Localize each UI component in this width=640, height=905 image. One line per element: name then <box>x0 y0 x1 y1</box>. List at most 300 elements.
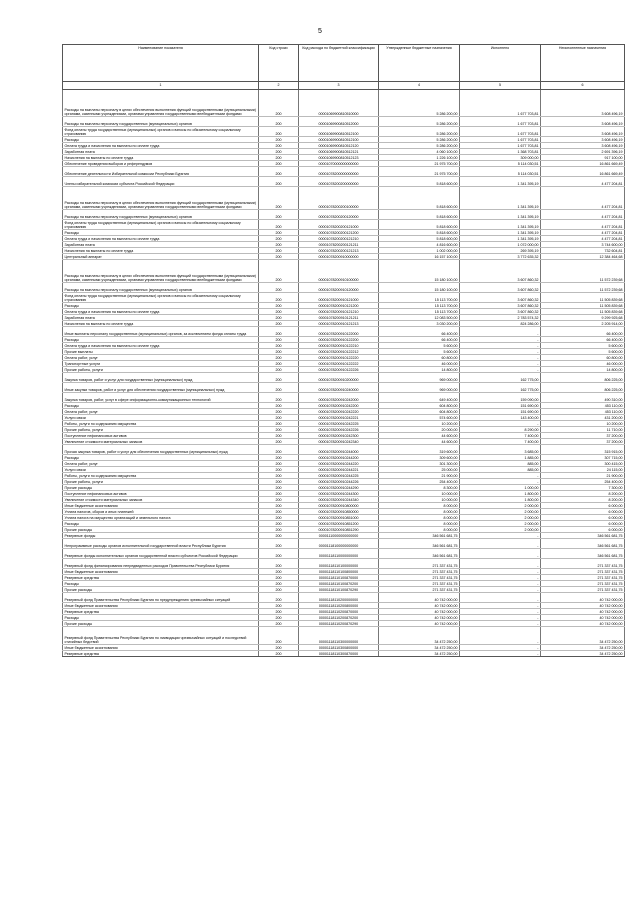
row-executed-cell: - <box>460 349 541 355</box>
row-budget-code-cell: 00001078200910122220 <box>299 355 379 361</box>
row-budget-code-cell: 00001078200910851200 <box>299 521 379 527</box>
row-remaining-cell: 490 310,00 <box>541 393 625 403</box>
row-approved-cell: 254 400,00 <box>379 479 460 485</box>
row-executed-cell: 5 114 030,51 <box>460 161 541 167</box>
row-name-cell: Резервные средства <box>63 651 259 657</box>
row-budget-code-cell: 00001118110200800000 <box>299 603 379 609</box>
row-remaining-cell: 14 800,00 <box>541 367 625 373</box>
row-approved-cell: 21 975 700,00 <box>379 161 460 167</box>
row-approved-cell: 21 975 700,00 <box>379 167 460 177</box>
row-remaining-cell: 271 337 431,75 <box>541 575 625 581</box>
row-budget-code-cell: 00001118110300870000 <box>299 651 379 657</box>
row-approved-cell: 5 818 600,00 <box>379 177 460 187</box>
row-executed-cell: - <box>460 575 541 581</box>
row-line-code-cell: 200 <box>259 283 299 293</box>
row-approved-cell: 46 000,00 <box>379 361 460 367</box>
row-budget-code-cell: 00001078200910240000 <box>299 383 379 393</box>
row-remaining-cell: 3 608 496,19 <box>541 143 625 149</box>
row-name-cell: Расходы <box>63 615 259 621</box>
row-approved-cell: 5 818 600,00 <box>379 210 460 220</box>
column-number-row <box>63 82 625 90</box>
row-remaining-cell: 307 715,00 <box>541 455 625 461</box>
row-name-cell: Прочие работы, услуги <box>63 367 259 373</box>
row-remaining-cell: 300 415,00 <box>541 461 625 467</box>
row-remaining-cell: 66 400,00 <box>541 327 625 337</box>
row-executed-cell: 162 775,00 <box>460 383 541 393</box>
row-executed-cell: - <box>460 327 541 337</box>
row-name-cell: Прочая закупка товаров, работ и услуг для обеспечения государственных (муниципальных) нужд <box>63 445 259 455</box>
row-name-cell: Оплата работ, услуг <box>63 461 259 467</box>
row-line-code-cell: 200 <box>259 533 299 539</box>
table-row <box>63 283 625 293</box>
row-remaining-cell: 4 477 204,81 <box>541 177 625 187</box>
table-row <box>63 549 625 559</box>
row-remaining-cell: 60 800,00 <box>541 355 625 361</box>
row-executed-cell: - <box>460 587 541 593</box>
row-executed-cell: 885,00 <box>460 461 541 467</box>
row-line-code-cell: 200 <box>259 593 299 603</box>
row-executed-cell: - <box>460 559 541 569</box>
row-approved-cell: 649 400,00 <box>379 393 460 403</box>
row-executed-cell: 1 341 395,19 <box>460 187 541 210</box>
row-remaining-cell: 5 600,00 <box>541 349 625 355</box>
row-line-code-cell: 200 <box>259 421 299 427</box>
row-executed-cell: 159 090,00 <box>460 393 541 403</box>
row-executed-cell: 3 607 860,32 <box>460 293 541 303</box>
row-executed-cell: 2 000,00 <box>460 515 541 521</box>
row-executed-cell: 1 800,00 <box>460 491 541 497</box>
row-remaining-cell: 6 000,00 <box>541 503 625 509</box>
row-approved-cell: 8 300,00 <box>379 485 460 491</box>
row-approved-cell: 8 000,00 <box>379 521 460 527</box>
row-remaining-cell: 8 200,00 <box>541 491 625 497</box>
row-line-code-cell: 200 <box>259 117 299 127</box>
row-executed-cell: - <box>460 645 541 651</box>
row-budget-code-cell: 00001078200910122212 <box>299 349 379 355</box>
row-name-cell: Заработная плата <box>63 149 259 155</box>
row-approved-cell: 319 600,00 <box>379 445 460 455</box>
row-name-cell: Прочие работы, услуги <box>63 427 259 433</box>
row-remaining-cell: 16 861 669,49 <box>541 167 625 177</box>
row-executed-cell: 3 607 860,32 <box>460 303 541 309</box>
row-executed-cell: - <box>460 615 541 621</box>
row-approved-cell: 40 742 000,00 <box>379 593 460 603</box>
row-approved-cell: 21 900,00 <box>379 473 460 479</box>
row-name-cell: Иные бюджетные ассигнования <box>63 569 259 575</box>
row-executed-cell: - <box>460 361 541 367</box>
row-remaining-cell: 3 608 496,19 <box>541 117 625 127</box>
row-approved-cell: 574 600,00 <box>379 415 460 421</box>
row-remaining-cell: 7 300,00 <box>541 485 625 491</box>
row-name-cell: Непрограммные расходы органов исполнительной государственной власти Республики Бурятия <box>63 539 259 549</box>
row-approved-cell: 25 000,00 <box>379 467 460 473</box>
row-approved-cell: 60 800,00 <box>379 355 460 361</box>
row-remaining-cell: 9 299 925,68 <box>541 315 625 321</box>
row-executed-cell: 1 800,00 <box>460 497 541 503</box>
row-remaining-cell: 431 200,00 <box>541 415 625 421</box>
row-executed-cell: - <box>460 367 541 373</box>
column-number: 3 <box>299 82 379 90</box>
row-name-cell: Прочие выплаты <box>63 349 259 355</box>
row-executed-cell: 5 114 030,51 <box>460 167 541 177</box>
row-budget-code-cell: 00001078200910242225 <box>299 421 379 427</box>
row-remaining-cell: 271 337 431,75 <box>541 559 625 569</box>
row-approved-cell: 15 113 700,00 <box>379 303 460 309</box>
row-approved-cell: 346 561 681,75 <box>379 539 460 549</box>
page-number: 5 <box>318 28 322 35</box>
row-remaining-cell: 3 608 496,19 <box>541 127 625 137</box>
row-name-cell: Услуги связи <box>63 415 259 421</box>
row-budget-code-cell: 00001069900810512100 <box>299 127 379 137</box>
header-approved: Утвержденные бюджетные назначения <box>379 45 460 82</box>
row-remaining-cell: 40 742 000,00 <box>541 621 625 627</box>
row-remaining-cell: 46 000,00 <box>541 361 625 367</box>
row-executed-cell: 7 400,00 <box>460 433 541 439</box>
row-line-code-cell: 200 <box>259 373 299 383</box>
header-line-code: Код строки <box>259 45 299 82</box>
row-line-code-cell: 200 <box>259 155 299 161</box>
row-name-cell: Заработная плата <box>63 315 259 321</box>
row-executed-cell: 1 341 395,19 <box>460 236 541 242</box>
row-remaining-cell: 34 472 250,00 <box>541 651 625 657</box>
row-remaining-cell: 5 600,00 <box>541 343 625 349</box>
row-name-cell: Услуги связи <box>63 467 259 473</box>
row-name-cell: Расходы на выплаты персоналу государственных (муниципальных) органов <box>63 283 259 293</box>
row-line-code-cell: 200 <box>259 187 299 210</box>
row-budget-code-cell: 00001078200910242000 <box>299 393 379 403</box>
row-approved-cell: 20 000,00 <box>379 427 460 433</box>
row-name-cell: Оплата работ, услуг <box>63 409 259 415</box>
row-remaining-cell: 21 900,00 <box>541 473 625 479</box>
row-remaining-cell: 346 561 681,75 <box>541 533 625 539</box>
row-name-cell: Оплата труда и начисления на выплаты по оплате труда <box>63 309 259 315</box>
row-line-code-cell: 200 <box>259 409 299 415</box>
row-remaining-cell: 4 477 204,81 <box>541 220 625 230</box>
row-executed-cell: 1 677 703,81 <box>460 127 541 137</box>
row-budget-code-cell: 00001078200910850000 <box>299 509 379 515</box>
row-line-code-cell: 200 <box>259 236 299 242</box>
row-executed-cell: 2 000,00 <box>460 521 541 527</box>
row-budget-code-cell: 00001078200910121210 <box>299 309 379 315</box>
row-approved-cell: 5 818 600,00 <box>379 230 460 236</box>
row-remaining-cell: 346 561 681,75 <box>541 549 625 559</box>
row-remaining-cell: 2 205 914,00 <box>541 321 625 327</box>
table-row <box>63 293 625 303</box>
table-row <box>63 220 625 230</box>
row-remaining-cell: 6 000,00 <box>541 515 625 521</box>
row-name-cell: Расходы <box>63 403 259 409</box>
row-line-code-cell: 200 <box>259 403 299 409</box>
row-approved-cell: 34 472 250,00 <box>379 645 460 651</box>
row-line-code-cell: 200 <box>259 254 299 260</box>
row-line-code-cell: 200 <box>259 361 299 367</box>
row-approved-cell: 44 600,00 <box>379 433 460 439</box>
row-line-code-cell: 200 <box>259 587 299 593</box>
row-approved-cell: 66 400,00 <box>379 327 460 337</box>
row-budget-code-cell: 00001078200910121200 <box>299 303 379 309</box>
row-remaining-cell: 11 505 839,68 <box>541 309 625 315</box>
row-approved-cell: 271 337 431,75 <box>379 569 460 575</box>
row-remaining-cell: 271 337 431,75 <box>541 587 625 593</box>
row-line-code-cell: 200 <box>259 327 299 337</box>
row-budget-code-cell: 00001078200910242226 <box>299 427 379 433</box>
row-line-code-cell: 200 <box>259 575 299 581</box>
row-line-code-cell: 200 <box>259 549 299 559</box>
row-budget-code-cell: 00001069900810512100 <box>299 137 379 143</box>
row-executed-cell: 1 677 703,81 <box>460 117 541 127</box>
row-executed-cell: - <box>460 421 541 427</box>
row-approved-cell: 969 000,00 <box>379 373 460 383</box>
row-line-code-cell: 200 <box>259 242 299 248</box>
table-row <box>63 117 625 127</box>
table-row <box>63 651 625 657</box>
table-row <box>63 187 625 210</box>
row-executed-cell: 1 677 703,81 <box>460 143 541 149</box>
table-row <box>63 393 625 403</box>
row-remaining-cell: 11 505 839,68 <box>541 303 625 309</box>
row-approved-cell: 5 600,00 <box>379 343 460 349</box>
row-line-code-cell: 200 <box>259 445 299 455</box>
row-name-cell: Уплата налогов, сборов и иных платежей <box>63 509 259 515</box>
row-executed-cell: - <box>460 533 541 539</box>
row-name-cell: Расходы <box>63 581 259 587</box>
row-line-code-cell: 200 <box>259 439 299 445</box>
row-remaining-cell: 3 608 496,19 <box>541 137 625 143</box>
row-budget-code-cell: 00001078200200121210 <box>299 236 379 242</box>
row-budget-code-cell: 00001069900810512120 <box>299 143 379 149</box>
row-budget-code-cell: 00001078200910200000 <box>299 373 379 383</box>
row-line-code-cell: 200 <box>259 473 299 479</box>
row-approved-cell: 15 113 700,00 <box>379 293 460 303</box>
row-budget-code-cell: 00001118110200000000 <box>299 593 379 603</box>
row-executed-cell: 2 000,00 <box>460 503 541 509</box>
row-approved-cell: 5 286 200,00 <box>379 137 460 143</box>
row-approved-cell: 271 337 431,75 <box>379 575 460 581</box>
row-name-cell: Начисления на выплаты по оплате труда <box>63 321 259 327</box>
row-name-cell: Расходы <box>63 303 259 309</box>
row-budget-code-cell: 00001069900810512000 <box>299 117 379 127</box>
row-budget-code-cell: 00001078200200121211 <box>299 242 379 248</box>
row-budget-code-cell: 00001078200910244221 <box>299 467 379 473</box>
row-executed-cell: - <box>460 337 541 343</box>
row-line-code-cell: 200 <box>259 461 299 467</box>
table-row <box>63 559 625 569</box>
row-budget-code-cell: 00001078200910242340 <box>299 439 379 445</box>
row-line-code-cell: 200 <box>259 433 299 439</box>
row-line-code-cell: 200 <box>259 539 299 549</box>
row-budget-code-cell: 00001118110300000000 <box>299 627 379 645</box>
row-approved-cell: 5 286 200,00 <box>379 117 460 127</box>
row-line-code-cell: 200 <box>259 627 299 645</box>
table-row <box>63 90 625 117</box>
row-name-cell: Расходы <box>63 455 259 461</box>
row-budget-code-cell: 00001078200910122226 <box>299 367 379 373</box>
row-remaining-cell: 10 200,00 <box>541 421 625 427</box>
row-name-cell: Заработная плата <box>63 242 259 248</box>
row-budget-code-cell: 00001078200200121200 <box>299 230 379 236</box>
row-name-cell: Резервный фонд финансирования непредвиденных расходов Правительства Республики Бурятия <box>63 559 259 569</box>
row-remaining-cell: 315 915,00 <box>541 445 625 455</box>
row-line-code-cell: 200 <box>259 415 299 421</box>
row-remaining-cell: 453 110,00 <box>541 403 625 409</box>
row-approved-cell: 44 600,00 <box>379 439 460 445</box>
row-approved-cell: 604 800,00 <box>379 409 460 415</box>
row-name-cell: Центральный аппарат <box>63 254 259 260</box>
row-executed-cell: 1 072 000,00 <box>460 242 541 248</box>
row-executed-cell: 2 783 574,32 <box>460 315 541 321</box>
row-approved-cell: 10 200,00 <box>379 421 460 427</box>
row-budget-code-cell: 00001110000000000000 <box>299 533 379 539</box>
table-row <box>63 627 625 645</box>
row-name-cell: Закупка товаров, работ и услуг для государственных (муниципальных) нужд <box>63 373 259 383</box>
row-line-code-cell: 200 <box>259 137 299 143</box>
row-approved-cell: 3 030 200,00 <box>379 321 460 327</box>
row-approved-cell: 1 226 100,00 <box>379 155 460 161</box>
row-approved-cell: 66 400,00 <box>379 337 460 343</box>
row-name-cell: Обеспечение проведения выборов и референдумов <box>63 161 259 167</box>
row-executed-cell: 7 400,00 <box>460 439 541 445</box>
row-line-code-cell: 200 <box>259 455 299 461</box>
row-executed-cell: 143 400,00 <box>460 415 541 421</box>
row-name-cell: Иные закупки товаров, работ и услуг для обеспечения государственных (муниципальных) нужд <box>63 383 259 393</box>
row-budget-code-cell: 00001078200910244200 <box>299 455 379 461</box>
row-name-cell: Резервный фонд Правительства Республики Бурятия по ликвидации чрезвычайных ситуаций и последствий стихийных бедствий <box>63 627 259 645</box>
row-budget-code-cell: 00001078200910122210 <box>299 343 379 349</box>
row-approved-cell: 5 286 200,00 <box>379 90 460 117</box>
row-budget-code-cell: 00001078200000000000 <box>299 167 379 177</box>
row-approved-cell: 8 000,00 <box>379 527 460 533</box>
row-executed-cell: 3 607 860,32 <box>460 309 541 315</box>
row-name-cell: Расходы <box>63 230 259 236</box>
row-budget-code-cell: 00001078200910851290 <box>299 527 379 533</box>
row-remaining-cell: 12 384 464,68 <box>541 254 625 260</box>
row-line-code-cell: 200 <box>259 645 299 651</box>
column-number: 5 <box>460 82 541 90</box>
row-remaining-cell: 24 115,00 <box>541 467 625 473</box>
row-name-cell: Расходы <box>63 337 259 343</box>
row-executed-cell: - <box>460 651 541 657</box>
row-budget-code-cell: 00001078200910800000 <box>299 503 379 509</box>
table-row <box>63 167 625 177</box>
row-remaining-cell: 254 400,00 <box>541 479 625 485</box>
row-remaining-cell: 34 472 250,00 <box>541 645 625 651</box>
header-name: Наименование показателя <box>63 45 259 82</box>
row-remaining-cell: 4 477 204,81 <box>541 187 625 210</box>
row-approved-cell: 40 742 000,00 <box>379 615 460 621</box>
row-name-cell: Резервные фонды <box>63 533 259 539</box>
row-approved-cell: 5 600,00 <box>379 349 460 355</box>
row-line-code-cell: 200 <box>259 581 299 587</box>
row-line-code-cell: 200 <box>259 491 299 497</box>
row-line-code-cell: 200 <box>259 467 299 473</box>
table-row <box>63 327 625 337</box>
row-budget-code-cell: 00001078200910244226 <box>299 479 379 485</box>
table-row <box>63 177 625 187</box>
row-budget-code-cell: 00001078200910244290 <box>299 485 379 491</box>
row-budget-code-cell: 00001118110100800000 <box>299 569 379 575</box>
row-remaining-cell: 66 400,00 <box>541 337 625 343</box>
row-line-code-cell: 200 <box>259 167 299 177</box>
row-line-code-cell: 200 <box>259 143 299 149</box>
row-budget-code-cell: 00001118110200870290 <box>299 621 379 627</box>
row-executed-cell: 1 341 395,19 <box>460 220 541 230</box>
row-approved-cell: 40 742 000,00 <box>379 603 460 609</box>
row-remaining-cell: 271 337 431,75 <box>541 581 625 587</box>
row-executed-cell: 2 000,00 <box>460 527 541 533</box>
header-budget-code: Код расхода по бюджетной классификации <box>299 45 379 82</box>
row-approved-cell: 16 157 100,00 <box>379 254 460 260</box>
row-executed-cell: 1 677 703,81 <box>460 137 541 143</box>
row-remaining-cell: 37 200,00 <box>541 433 625 439</box>
row-executed-cell: 885,00 <box>460 467 541 473</box>
row-approved-cell: 15 180 100,00 <box>379 260 460 283</box>
row-name-cell: Оплата работ, услуг <box>63 355 259 361</box>
row-line-code-cell: 200 <box>259 220 299 230</box>
row-budget-code-cell: 00001118110100870000 <box>299 575 379 581</box>
row-executed-cell: 1 368 703,81 <box>460 149 541 155</box>
row-executed-cell: 3 772 635,32 <box>460 254 541 260</box>
row-approved-cell: 40 742 000,00 <box>379 609 460 615</box>
row-line-code-cell: 200 <box>259 355 299 361</box>
row-line-code-cell: 200 <box>259 497 299 503</box>
row-budget-code-cell: 00001078200910242220 <box>299 409 379 415</box>
row-executed-cell: 8 290,00 <box>460 427 541 433</box>
row-approved-cell: 10 000,00 <box>379 497 460 503</box>
row-executed-cell: - <box>460 581 541 587</box>
row-line-code-cell: 200 <box>259 609 299 615</box>
row-budget-code-cell: 00001078200200120000 <box>299 210 379 220</box>
row-remaining-cell: 806 225,00 <box>541 373 625 383</box>
row-line-code-cell: 200 <box>259 503 299 509</box>
row-approved-cell: 8 000,00 <box>379 515 460 521</box>
expenditure-report-table <box>62 44 625 657</box>
row-executed-cell: - <box>460 473 541 479</box>
row-budget-code-cell: 00001078200910000000 <box>299 254 379 260</box>
table-row <box>63 260 625 283</box>
row-name-cell: Расходы на выплаты персоналу в целях обеспечения выполнения функций государственными (муниципальными) органами, казенными учреждениями, органами управления государственными внебюджетными фондами <box>63 187 259 210</box>
row-line-code-cell: 200 <box>259 161 299 167</box>
row-executed-cell: - <box>460 627 541 645</box>
row-remaining-cell: 4 477 204,81 <box>541 210 625 220</box>
row-executed-cell: 2 000,00 <box>460 509 541 515</box>
row-approved-cell: 271 337 431,75 <box>379 581 460 587</box>
row-executed-cell: - <box>460 609 541 615</box>
row-name-cell: Работы, услуги по содержанию имущества <box>63 473 259 479</box>
row-name-cell: Фонд оплаты труда государственных (муниципальных) органов и взносы по обязательному социальному страхованию <box>63 293 259 303</box>
header-executed: Исполнено <box>460 45 541 82</box>
row-name-cell: Иные бюджетные ассигнования <box>63 645 259 651</box>
table-header-row <box>63 45 625 82</box>
row-line-code-cell: 200 <box>259 509 299 515</box>
row-line-code-cell: 200 <box>259 303 299 309</box>
row-line-code-cell: 200 <box>259 177 299 187</box>
row-budget-code-cell: 00001078200910122222 <box>299 361 379 367</box>
row-name-cell: Резервный фонд Правительства Республики Бурятия по предупреждению чрезвычайных ситуаций <box>63 593 259 603</box>
row-approved-cell: 5 286 200,00 <box>379 127 460 137</box>
row-budget-code-cell: 00001078200910121000 <box>299 293 379 303</box>
row-approved-cell: 346 561 681,75 <box>379 533 460 539</box>
row-line-code-cell: 200 <box>259 559 299 569</box>
row-remaining-cell: 346 561 681,75 <box>541 539 625 549</box>
row-approved-cell: 34 472 250,00 <box>379 627 460 645</box>
row-budget-code-cell: 00001078200200000000 <box>299 177 379 187</box>
row-budget-code-cell: 00001078200200121213 <box>299 248 379 254</box>
row-line-code-cell: 200 <box>259 393 299 403</box>
header-remaining: Неисполненные назначения <box>541 45 625 82</box>
row-line-code-cell: 200 <box>259 479 299 485</box>
row-approved-cell: 1 002 000,00 <box>379 248 460 254</box>
row-approved-cell: 34 472 250,00 <box>379 651 460 657</box>
